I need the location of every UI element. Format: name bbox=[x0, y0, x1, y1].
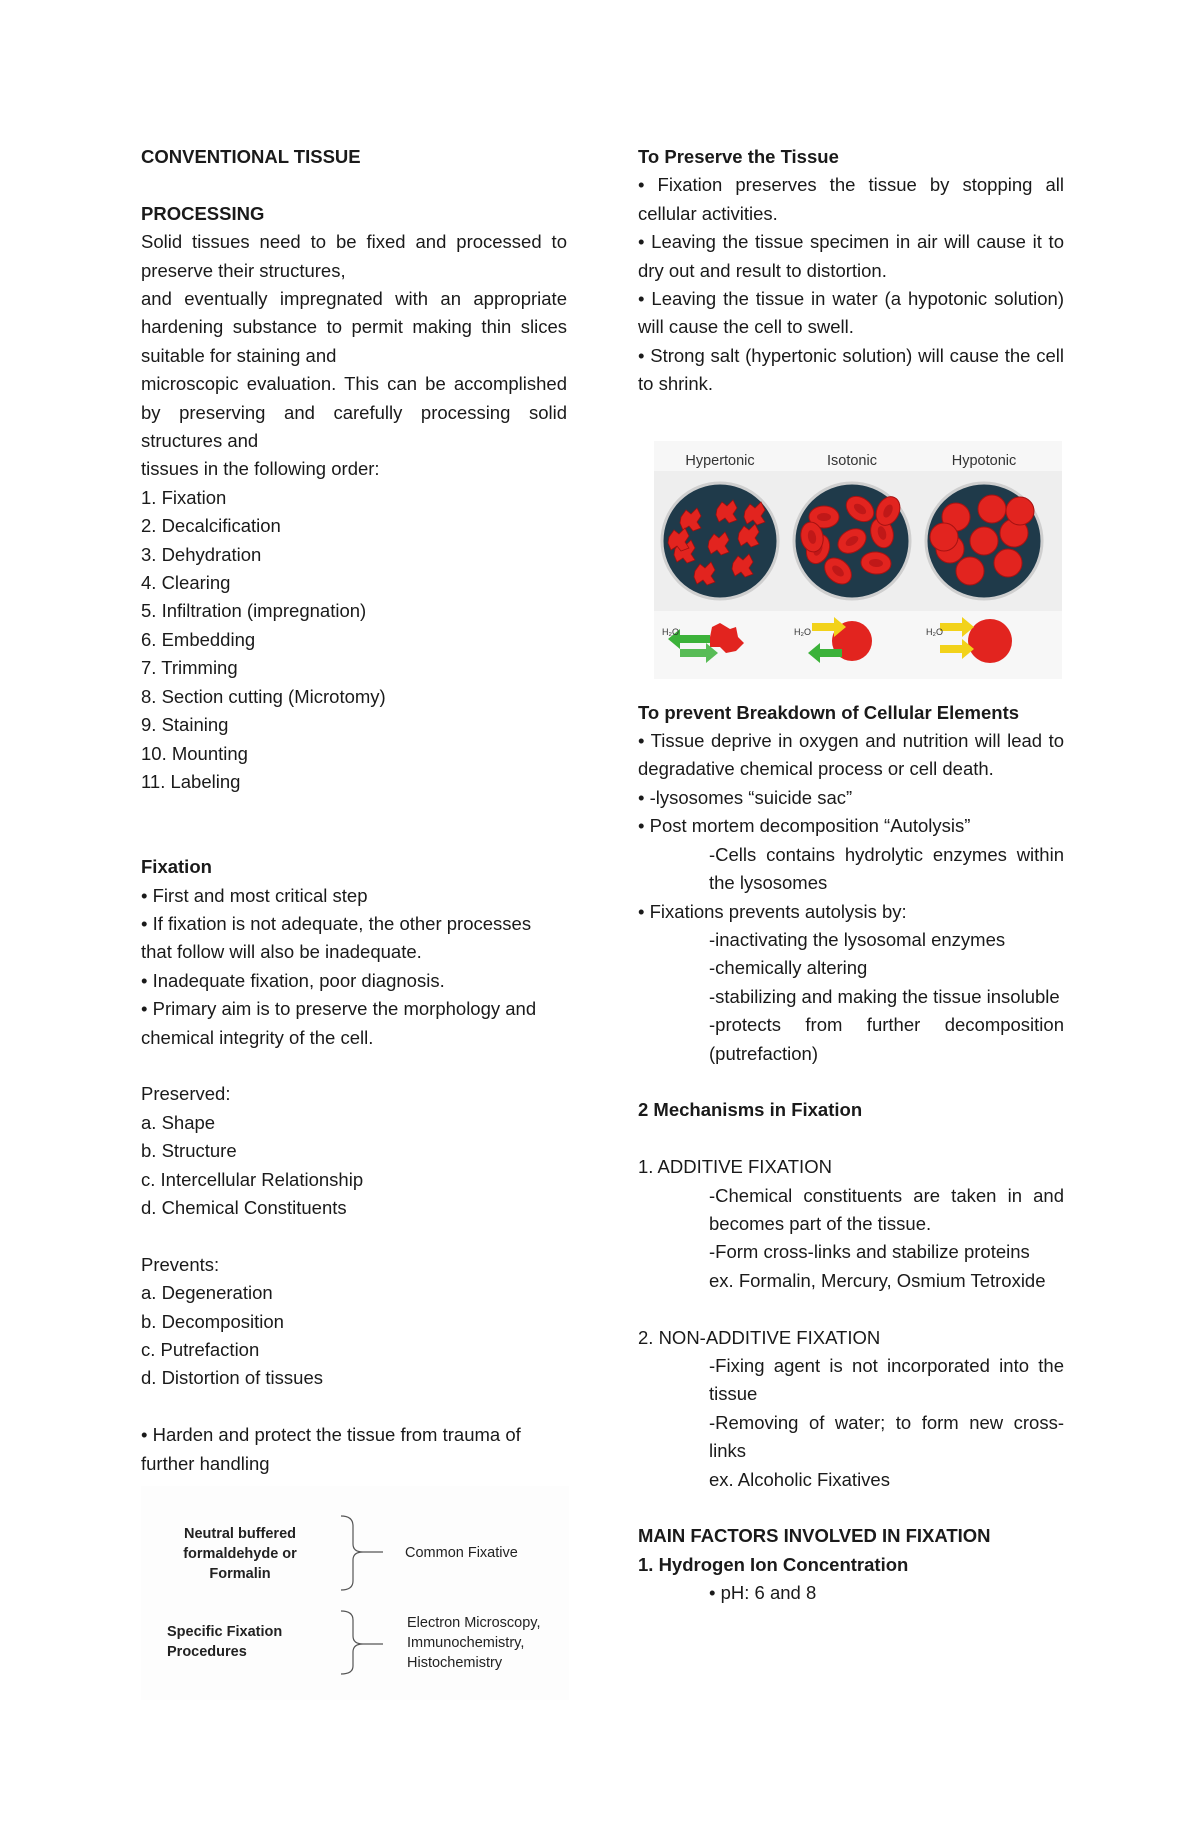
mechanisms-heading: 2 Mechanisms in Fixation bbox=[638, 1099, 863, 1121]
step-item: 11. Labeling bbox=[141, 770, 241, 792]
step-item: 6. Embedding bbox=[141, 628, 256, 650]
fixative-diagram bbox=[141, 1486, 569, 1700]
left-column bbox=[141, 143, 567, 1700]
common-fixative-label: Common Fixative bbox=[405, 1545, 518, 1562]
additive-line: ex. Formalin, Mercury, Osmium Tetroxide bbox=[709, 1269, 1046, 1291]
step-item: 10. Mounting bbox=[141, 742, 248, 764]
fixation-point: • First and most critical step bbox=[141, 884, 368, 906]
nonadditive-line: -Fixing agent is not incorporated into the tissue bbox=[709, 1354, 1064, 1405]
prevents-heading: Prevents: bbox=[141, 1253, 220, 1275]
specific-uses-label bbox=[407, 1613, 541, 1673]
breakdown-point: • Tissue deprive in oxygen and nutrition will lead to degradative chemical process or cell death. bbox=[638, 730, 1064, 780]
preserve-heading: To Preserve the Tissue bbox=[638, 146, 839, 167]
nonadditive-line: ex. Alcoholic Fixatives bbox=[709, 1468, 890, 1490]
fixation-heading: Fixation bbox=[141, 856, 212, 878]
intro-paragraph-1: Solid tissues need to be fixed and processed to preserve their structures, bbox=[141, 231, 567, 281]
right-column bbox=[638, 143, 1064, 1608]
autolysis-way: -inactivating the lysosomal enzymes bbox=[709, 928, 1006, 950]
intro-paragraph-2: and eventually impregnated with an appropriate hardening substance to permit making thin slices suitable for staining and bbox=[141, 288, 567, 366]
prevents-item: b. Decomposition bbox=[141, 1310, 284, 1332]
hypertonic-label: Hypertonic bbox=[685, 452, 755, 469]
preserved-item: c. Intercellular Relationship bbox=[141, 1168, 364, 1190]
hypotonic-label: Hypotonic bbox=[951, 452, 1017, 469]
isotonic-label: Isotonic bbox=[827, 452, 877, 469]
autolysis-way: -stabilizing and making the tissue insoluble bbox=[709, 985, 1060, 1007]
processing-steps-list bbox=[141, 484, 567, 796]
breakdown-heading: To prevent Breakdown of Cellular Elements bbox=[638, 701, 1020, 723]
water-label: H₂O bbox=[794, 626, 811, 637]
formalin-label-line: Formalin bbox=[209, 1566, 271, 1583]
prevents-item: c. Putrefaction bbox=[141, 1339, 260, 1360]
doc-title-line1: CONVENTIONAL TISSUE bbox=[141, 146, 361, 167]
swollen-cell bbox=[930, 523, 958, 551]
fixation-point: • If fixation is not adequate, the other processes that follow will also be inadequate. bbox=[141, 912, 532, 963]
specific-use-line: Electron Microscopy, bbox=[407, 1615, 541, 1632]
specific-use-line: Immunochemistry, bbox=[407, 1635, 525, 1652]
step-item: 5. Infiltration (impregnation) bbox=[141, 600, 367, 622]
hypertonic-cell bbox=[710, 623, 744, 653]
breakdown-point: • Post mortem decomposition “Autolysis” bbox=[638, 815, 971, 837]
tonicity-drawing bbox=[654, 441, 1062, 679]
fixation-point: • Inadequate fixation, poor diagnosis. bbox=[141, 969, 445, 991]
normal-cell-center bbox=[817, 513, 831, 521]
autolysis-way: -protects from further decomposition (putrefaction) bbox=[709, 1014, 1064, 1064]
preserved-item: a. Shape bbox=[141, 1111, 216, 1133]
specific-use-line: Histochemistry bbox=[407, 1655, 503, 1672]
preserved-item: d. Chemical Constituents bbox=[141, 1196, 347, 1218]
factor-ph-point: • pH: 6 and 8 bbox=[709, 1582, 817, 1604]
step-item: 9. Staining bbox=[141, 714, 229, 736]
preserved-heading: Preserved: bbox=[141, 1083, 231, 1105]
nonadditive-line: -Removing of water; to form new cross-links bbox=[709, 1411, 1064, 1462]
swollen-cell bbox=[994, 549, 1022, 577]
step-item: 2. Decalcification bbox=[141, 515, 281, 537]
additive-line: -Chemical constituents are taken in and becomes part of the tissue. bbox=[709, 1184, 1064, 1234]
swollen-cell bbox=[956, 557, 984, 585]
intro-paragraph-3: microscopic evaluation. This can be accomplished by preserving and carefully processing solid structures and bbox=[141, 373, 567, 452]
fixation-point: • Primary aim is to preserve the morphology and chemical integrity of the cell. bbox=[141, 998, 537, 1048]
preserve-point: • Leaving the tissue specimen in air will cause it to dry out and result to distortion. bbox=[638, 231, 1064, 281]
inflow-arrow bbox=[940, 617, 974, 637]
formalin-label-line: Neutral buffered bbox=[184, 1526, 296, 1543]
breakdown-point: • -lysosomes “suicide sac” bbox=[638, 786, 853, 808]
specific-fixation-line: Procedures bbox=[167, 1644, 247, 1661]
step-item: 1. Fixation bbox=[141, 486, 227, 508]
swollen-cell bbox=[978, 495, 1006, 523]
step-item: 7. Trimming bbox=[141, 657, 238, 679]
specific-fixation-label bbox=[155, 1622, 317, 1662]
prevents-item: a. Degeneration bbox=[141, 1282, 273, 1304]
harden-point: • Harden and protect the tissue from trauma of further handling bbox=[141, 1424, 521, 1474]
prevents-autolysis: • Fixations prevents autolysis by: bbox=[638, 900, 907, 922]
additive-title: 1. ADDITIVE FIXATION bbox=[638, 1156, 832, 1178]
step-item: 4. Clearing bbox=[141, 572, 231, 594]
autolysis-way: -chemically altering bbox=[709, 957, 868, 979]
preserve-point: • Strong salt (hypertonic solution) will cause the cell to shrink. bbox=[638, 344, 1064, 395]
tonicity-figure bbox=[654, 441, 1062, 679]
autolysis-subpoint: -Cells contains hydrolytic enzymes within the lysosomes bbox=[709, 843, 1064, 894]
factors-heading: MAIN FACTORS INVOLVED IN FIXATION bbox=[638, 1525, 991, 1547]
preserve-point: • Leaving the tissue in water (a hypotonic solution) will cause the cell to swell. bbox=[638, 288, 1064, 338]
swollen-cell bbox=[1006, 497, 1034, 525]
intro-paragraph-4: tissues in the following order: bbox=[141, 458, 380, 480]
doc-title-line2: PROCESSING bbox=[141, 202, 265, 224]
step-item: 3. Dehydration bbox=[141, 543, 262, 565]
prevents-item: d. Distortion of tissues bbox=[141, 1367, 323, 1389]
factor-hydrogen-ion: 1. Hydrogen Ion Concentration bbox=[638, 1553, 909, 1575]
water-label: H₂O bbox=[926, 626, 943, 637]
preserve-point: • Fixation preserves the tissue by stopping all cellular activities. bbox=[638, 174, 1064, 224]
preserved-item: b. Structure bbox=[141, 1140, 237, 1162]
specific-fixation-line: Specific Fixation bbox=[167, 1624, 283, 1641]
nonadditive-title: 2. NON-ADDITIVE FIXATION bbox=[638, 1326, 881, 1348]
water-label: H₂O bbox=[662, 626, 679, 637]
formalin-label bbox=[155, 1524, 325, 1584]
step-item: 8. Section cutting (Microtomy) bbox=[141, 685, 386, 707]
hypotonic-cell bbox=[968, 619, 1012, 663]
additive-line: -Form cross-links and stabilize proteins bbox=[709, 1241, 1030, 1263]
formalin-label-line: formaldehyde or bbox=[183, 1546, 297, 1563]
swollen-cell bbox=[970, 527, 998, 555]
